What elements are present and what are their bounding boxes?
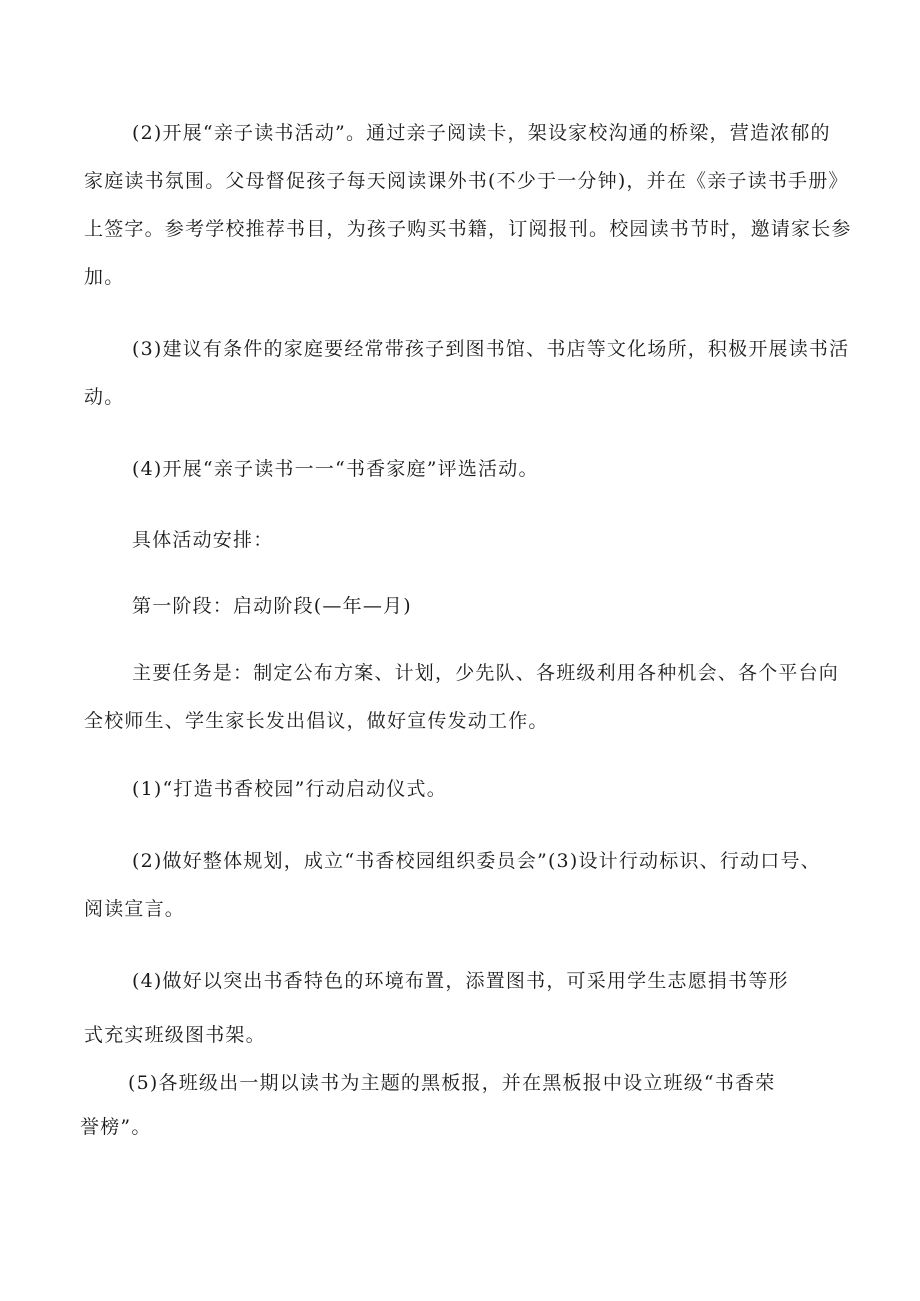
paragraph-line: (3)建议有条件的家庭要经常带孩子到图书馆、书店等文化场所，积极开展读书活 <box>132 338 850 360</box>
paragraph-line: 阅读宣言。 <box>84 898 186 920</box>
paragraph-line: (4)开展“亲子读书一一“书香家庭”评选活动。 <box>132 458 539 480</box>
section-heading: 具体活动安排： <box>132 529 274 551</box>
stage-heading: 第一阶段：启动阶段(—年—月) <box>132 595 412 617</box>
paragraph-line: 式充实班级图书架。 <box>84 1024 266 1046</box>
paragraph-line: (4)做好以突出书香特色的环境布置，添置图书，可采用学生志愿捐书等形 <box>132 970 789 992</box>
paragraph-line: 全校师生、学生家长发出倡议，做好宣传发动工作。 <box>84 710 549 732</box>
paragraph-line: (2)做好整体规划，成立“书香校园组织委员会”(3)设计行动标识、行动口号、 <box>132 850 821 872</box>
paragraph-line: 上签字。参考学校推荐书目，为孩子购买书籍，订阅报刊。校园读书节时，邀请家长参 <box>84 218 852 240</box>
paragraph-line: 动。 <box>84 386 125 408</box>
paragraph-line: 家庭读书氛围。父母督促孩子每天阅读课外书(不少于一分钟)，并在《亲子读书手册》 <box>84 170 849 192</box>
paragraph-line: (2)开展“亲子读书活动”。通过亲子阅读卡，架设家校沟通的桥梁，营造浓郁的 <box>132 122 831 144</box>
paragraph-line: 加。 <box>84 266 125 288</box>
paragraph-line: 主要任务是：制定公布方案、计划，少先队、各班级利用各种机会、各个平台向 <box>132 662 840 684</box>
paragraph-line: (5)各班级出一期以读书为主题的黑板报，并在黑板报中设立班级“书香荣 <box>128 1072 776 1094</box>
paragraph-line: (1)“打造书香校园”行动启动仪式。 <box>132 778 447 800</box>
paragraph-line: 誉榜”。 <box>80 1116 152 1138</box>
